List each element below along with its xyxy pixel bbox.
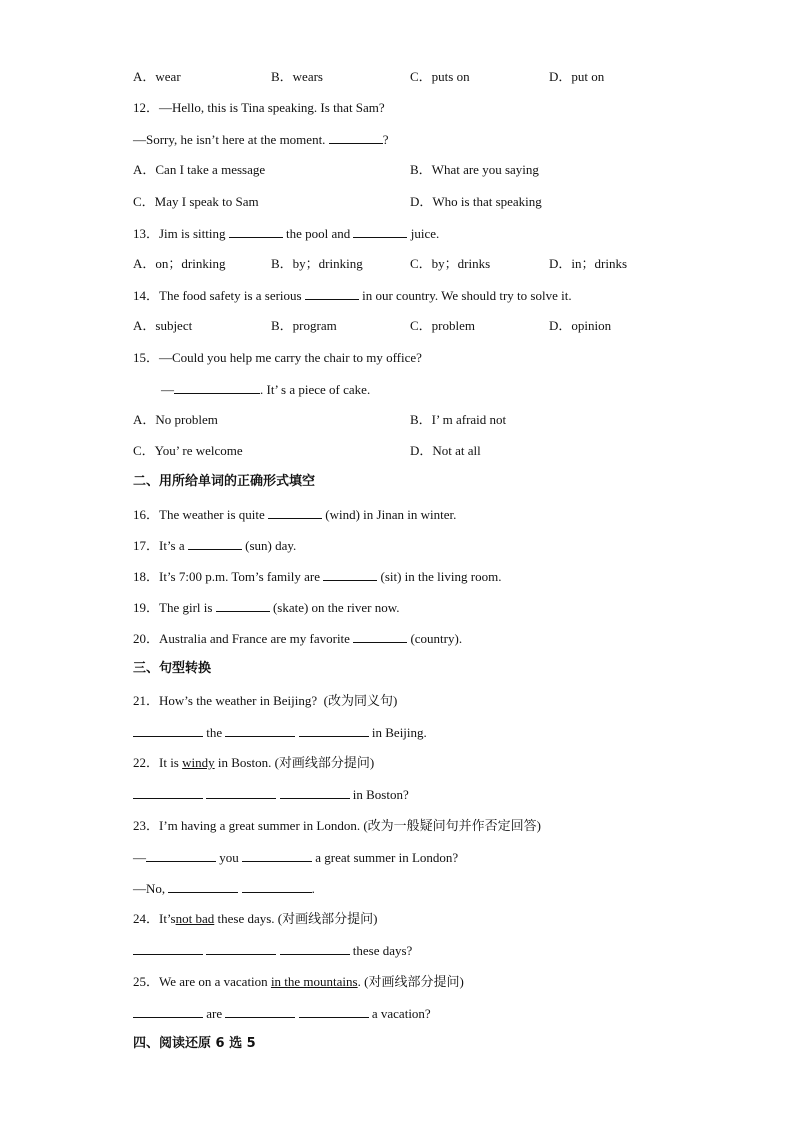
q25-mid: are (206, 1006, 223, 1021)
q20 (133, 630, 462, 647)
q13-option-d: D．in；drinks (549, 256, 628, 271)
q13-stem (133, 225, 439, 242)
q22-underlined: windy (182, 755, 215, 770)
q23-l1-mid: you (219, 850, 239, 865)
q22-post: in Boston. (对画线部分提问) (217, 755, 375, 770)
q13-part3: juice. (410, 226, 440, 241)
q16-post: (wind) in Jinan in winter. (325, 507, 457, 522)
answer-blank[interactable] (168, 880, 238, 893)
q18 (133, 568, 501, 585)
answer-blank[interactable] (188, 537, 242, 550)
q14-part1: 14．The food safety is a serious (133, 288, 302, 303)
q11-option-c: C．puts on (410, 69, 470, 84)
q24-end: these days? (352, 943, 413, 958)
q15-option-a: A．No problem (133, 412, 218, 427)
q25-pre: 25．We are on a vacation (133, 974, 268, 989)
q15-line2 (161, 381, 370, 398)
q13-option-a: A．on；drinking (133, 256, 226, 271)
answer-blank[interactable] (242, 849, 312, 862)
q15-line2-pre: — (161, 382, 174, 397)
q21-answer (133, 724, 427, 741)
q14-stem (133, 287, 572, 304)
q20-pre: 20．Australia and France are my favorite (133, 631, 350, 646)
q15-option-d: D．Not at all (410, 443, 481, 458)
q12-option-a: A．Can I take a message (133, 162, 266, 177)
answer-blank[interactable] (280, 786, 350, 799)
q22-stem (133, 755, 374, 771)
section-4-heading: 四、阅读还原 6 选 5 (133, 1036, 256, 1051)
q21-word1: the (206, 725, 223, 740)
q12-stem: 12．—Hello, this is Tina speaking. Is that Sam? (133, 100, 385, 115)
q12-line2-pre: —Sorry, he isn’t here at the moment. (133, 132, 326, 147)
q24-post: these days. (对画线部分提问) (217, 911, 378, 926)
q15-stem: 15．—Could you help me carry the chair to my office? (133, 350, 422, 365)
q13-part2: the pool and (285, 226, 351, 241)
answer-blank[interactable] (225, 1005, 295, 1018)
q13-option-c: C．by；drinks (410, 256, 491, 271)
q16-pre: 16．The weather is quite (133, 507, 265, 522)
answer-blank[interactable] (242, 880, 312, 893)
answer-blank[interactable] (133, 786, 203, 799)
q24-underlined: not bad (175, 911, 215, 926)
q23-l1-post: a great summer in London? (315, 850, 459, 865)
q17-post: (sun) day. (245, 538, 297, 553)
section-3-heading: 三、句型转换 (133, 661, 212, 676)
q22-answer (133, 786, 409, 803)
q18-post: (sit) in the living room. (380, 569, 502, 584)
q16 (133, 506, 456, 523)
q21-stem: 21．How’s the weather in Beijing? (改为同义句) (133, 693, 398, 708)
q24-stem (133, 911, 377, 927)
q15-line2-post: . It’ s a piece of cake. (260, 382, 371, 397)
answer-blank[interactable] (353, 225, 407, 238)
answer-blank[interactable] (133, 942, 203, 955)
q25-answer (133, 1005, 431, 1022)
answer-blank[interactable] (329, 131, 383, 144)
answer-blank[interactable] (133, 1005, 203, 1018)
q19 (133, 599, 400, 616)
answer-blank[interactable] (225, 724, 295, 737)
q23-l1-pre: — (133, 850, 146, 865)
q24-pre: 24．It’s (133, 911, 176, 926)
q22-pre: 22．It is (133, 755, 179, 770)
q12-line2 (133, 131, 388, 148)
q21-word2: in Beijing. (371, 725, 427, 740)
q14-option-c: C．problem (410, 318, 475, 333)
q11-option-b: B．wears (271, 69, 323, 84)
answer-blank[interactable] (323, 568, 377, 581)
answer-blank[interactable] (299, 1005, 369, 1018)
q12-option-d: D．Who is that speaking (410, 194, 542, 209)
answer-blank[interactable] (229, 225, 283, 238)
q25-underlined: in the mountains (270, 974, 358, 989)
answer-blank[interactable] (268, 506, 322, 519)
q14-option-b: B．program (271, 318, 337, 333)
q11-option-d: D．put on (549, 69, 605, 84)
q17-pre: 17．It’s a (133, 538, 185, 553)
q18-pre: 18．It’s 7:00 p.m. Tom’s family are (133, 569, 320, 584)
q23-stem: 23．I’m having a great summer in London. (改为一般疑问句并作否定回答) (133, 818, 541, 833)
q23-answer1 (133, 849, 458, 866)
q25-post: . (对画线部分提问) (357, 974, 464, 989)
answer-blank[interactable] (299, 724, 369, 737)
answer-blank[interactable] (305, 287, 359, 300)
q25-stem (133, 974, 464, 990)
q25-end: a vacation? (371, 1006, 431, 1021)
answer-blank[interactable] (133, 724, 203, 737)
q23-answer2 (133, 880, 315, 897)
q20-post: (country). (410, 631, 463, 646)
answer-blank[interactable] (353, 630, 407, 643)
answer-blank[interactable] (146, 849, 216, 862)
section-2-heading: 二、用所给单词的正确形式填空 (133, 474, 316, 489)
q12-option-c: C．May I speak to Sam (133, 194, 259, 209)
q23-l2-pre: —No, (133, 881, 166, 896)
answer-blank[interactable] (206, 942, 276, 955)
answer-blank[interactable] (174, 381, 260, 394)
q11-option-a: A．wear (133, 69, 181, 84)
q15-option-b: B．I’ m afraid not (410, 412, 507, 427)
q14-option-d: D．opinion (549, 318, 612, 333)
q14-option-a: A．subject (133, 318, 193, 333)
answer-blank[interactable] (280, 942, 350, 955)
q12-line2-post: ? (382, 132, 389, 147)
q12-option-b: B．What are you saying (410, 162, 539, 177)
q23-l2-post: . (311, 881, 315, 896)
answer-blank[interactable] (206, 786, 276, 799)
q14-part2: in our country. We should try to solve it. (362, 288, 572, 303)
answer-blank[interactable] (216, 599, 270, 612)
q15-option-c: C．You’ re welcome (133, 443, 243, 458)
q24-answer (133, 942, 412, 959)
q19-pre: 19．The girl is (133, 600, 213, 615)
q13-option-b: B．by；drinking (271, 256, 363, 271)
q19-post: (skate) on the river now. (272, 600, 400, 615)
q22-end: in Boston? (352, 787, 409, 802)
q13-part1: 13．Jim is sitting (133, 226, 226, 241)
q17 (133, 537, 296, 554)
